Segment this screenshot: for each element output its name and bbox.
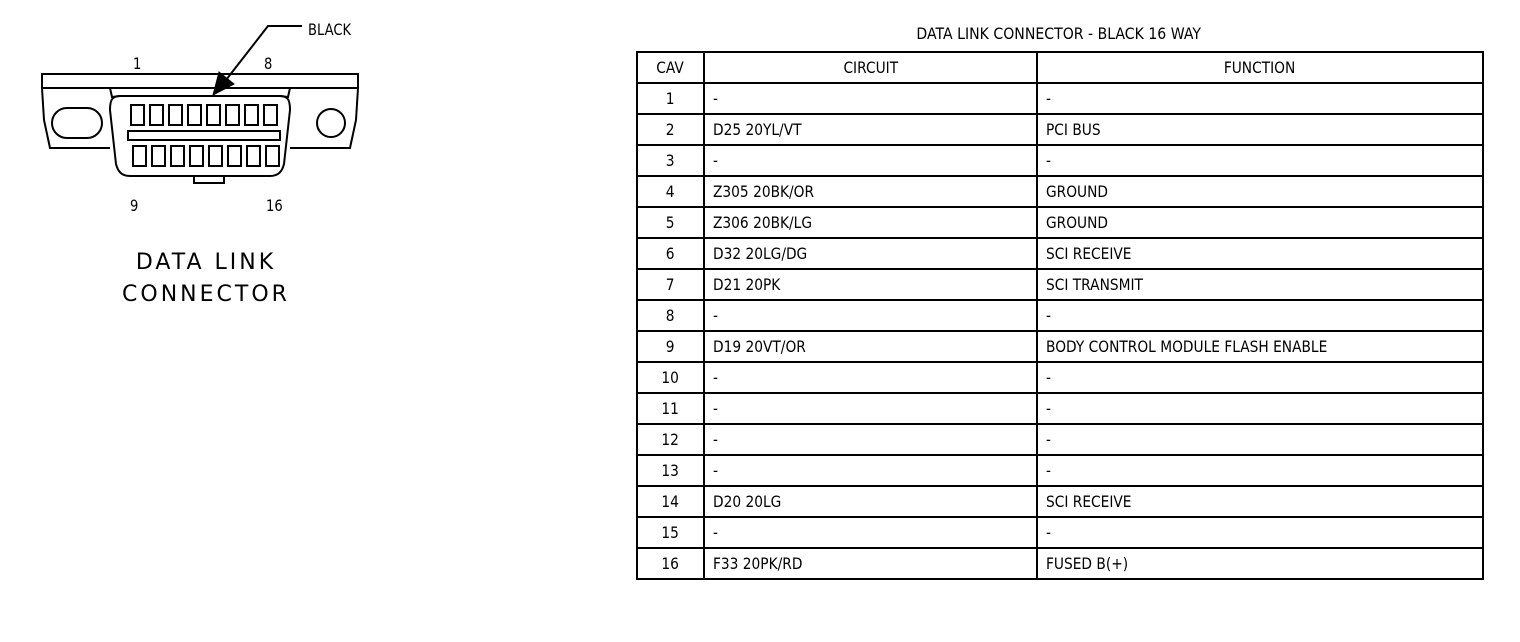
function-cell: - xyxy=(1037,145,1483,176)
pin-cavity xyxy=(190,146,203,166)
table-row xyxy=(637,486,1483,517)
cav-cell: 14 xyxy=(637,486,704,517)
cav-cell: 16 xyxy=(637,548,704,579)
pinout-table xyxy=(636,51,1484,580)
cav-cell: 12 xyxy=(637,424,704,455)
pin-cavity xyxy=(247,146,260,166)
pin-label-8: 8 xyxy=(264,54,273,73)
table-row xyxy=(637,331,1483,362)
table-row xyxy=(637,83,1483,114)
function-cell: PCI BUS xyxy=(1037,114,1483,145)
pin-cavity xyxy=(245,105,258,125)
header-circuit: CIRCUIT xyxy=(704,52,1037,83)
circuit-cell: D21 20PK xyxy=(704,269,1037,300)
header-cav: CAV xyxy=(637,52,704,83)
function-cell: GROUND xyxy=(1037,176,1483,207)
table-row xyxy=(637,238,1483,269)
cav-cell: 6 xyxy=(637,238,704,269)
function-cell: SCI TRANSMIT xyxy=(1037,269,1483,300)
pin-cavity xyxy=(150,105,163,125)
function-cell: - xyxy=(1037,83,1483,114)
function-cell: - xyxy=(1037,362,1483,393)
function-cell: SCI RECEIVE xyxy=(1037,238,1483,269)
pin-cavity xyxy=(133,146,146,166)
circuit-cell: - xyxy=(704,362,1037,393)
color-leader-arrow xyxy=(213,26,302,95)
pin-label-9: 9 xyxy=(130,196,139,215)
circuit-cell: Z306 20BK/LG xyxy=(704,207,1037,238)
cav-cell: 11 xyxy=(637,393,704,424)
table-row xyxy=(637,517,1483,548)
pin-cavity xyxy=(152,146,165,166)
function-cell: GROUND xyxy=(1037,207,1483,238)
caption-line-2: CONNECTOR xyxy=(122,282,290,307)
circuit-cell: D19 20VT/OR xyxy=(704,331,1037,362)
pin-cavity xyxy=(264,105,277,125)
function-cell: - xyxy=(1037,393,1483,424)
pin-cavity xyxy=(131,105,144,125)
circuit-cell: - xyxy=(704,455,1037,486)
table-header-row xyxy=(637,52,1483,83)
pin-cavity xyxy=(209,146,222,166)
pin-cavity xyxy=(207,105,220,125)
pin-cavity xyxy=(188,105,201,125)
pin-label-1: 1 xyxy=(133,54,142,73)
function-cell: - xyxy=(1037,424,1483,455)
cav-cell: 5 xyxy=(637,207,704,238)
pin-cavity xyxy=(171,146,184,166)
circuit-cell: F33 20PK/RD xyxy=(704,548,1037,579)
cav-cell: 9 xyxy=(637,331,704,362)
function-cell: FUSED B(+) xyxy=(1037,548,1483,579)
table-title xyxy=(636,24,1482,44)
circuit-cell: D25 20YL/VT xyxy=(704,114,1037,145)
header-function: FUNCTION xyxy=(1037,52,1483,83)
circuit-cell: - xyxy=(704,393,1037,424)
pin-cavity xyxy=(169,105,182,125)
function-cell: - xyxy=(1037,300,1483,331)
circuit-cell: D20 20LG xyxy=(704,486,1037,517)
circuit-cell: - xyxy=(704,300,1037,331)
circuit-cell: D32 20LG/DG xyxy=(704,238,1037,269)
cav-cell: 2 xyxy=(637,114,704,145)
cav-cell: 8 xyxy=(637,300,704,331)
table-row xyxy=(637,455,1483,486)
table-row xyxy=(637,176,1483,207)
function-cell: - xyxy=(1037,455,1483,486)
center-key xyxy=(128,131,280,140)
table-row xyxy=(637,362,1483,393)
connector-drawing xyxy=(0,0,600,642)
color-label: BLACK xyxy=(308,20,352,39)
cav-cell: 10 xyxy=(637,362,704,393)
pin-label-16: 16 xyxy=(266,196,283,215)
pin-cavity xyxy=(266,146,279,166)
cav-cell: 15 xyxy=(637,517,704,548)
cav-cell: 1 xyxy=(637,83,704,114)
table-row xyxy=(637,300,1483,331)
circuit-cell: - xyxy=(704,145,1037,176)
pin-cavities xyxy=(128,105,280,166)
circuit-cell: Z305 20BK/OR xyxy=(704,176,1037,207)
function-cell: BODY CONTROL MODULE FLASH ENABLE xyxy=(1037,331,1483,362)
pin-cavity xyxy=(226,105,239,125)
circuit-cell: - xyxy=(704,424,1037,455)
circuit-cell: - xyxy=(704,517,1037,548)
table-row xyxy=(637,207,1483,238)
table-row xyxy=(637,424,1483,455)
cav-cell: 7 xyxy=(637,269,704,300)
caption-line-1: DATA LINK xyxy=(135,250,277,275)
table-row xyxy=(637,269,1483,300)
cav-cell: 3 xyxy=(637,145,704,176)
table-row xyxy=(637,114,1483,145)
table-row xyxy=(637,145,1483,176)
table-title-text: DATA LINK CONNECTOR - BLACK 16 WAY xyxy=(916,24,1202,43)
table-row xyxy=(637,393,1483,424)
function-cell: SCI RECEIVE xyxy=(1037,486,1483,517)
pin-cavity xyxy=(228,146,241,166)
function-cell: - xyxy=(1037,517,1483,548)
table-row xyxy=(637,548,1483,579)
cav-cell: 13 xyxy=(637,455,704,486)
connector-diagram xyxy=(0,0,600,642)
circuit-cell: - xyxy=(704,83,1037,114)
cav-cell: 4 xyxy=(637,176,704,207)
